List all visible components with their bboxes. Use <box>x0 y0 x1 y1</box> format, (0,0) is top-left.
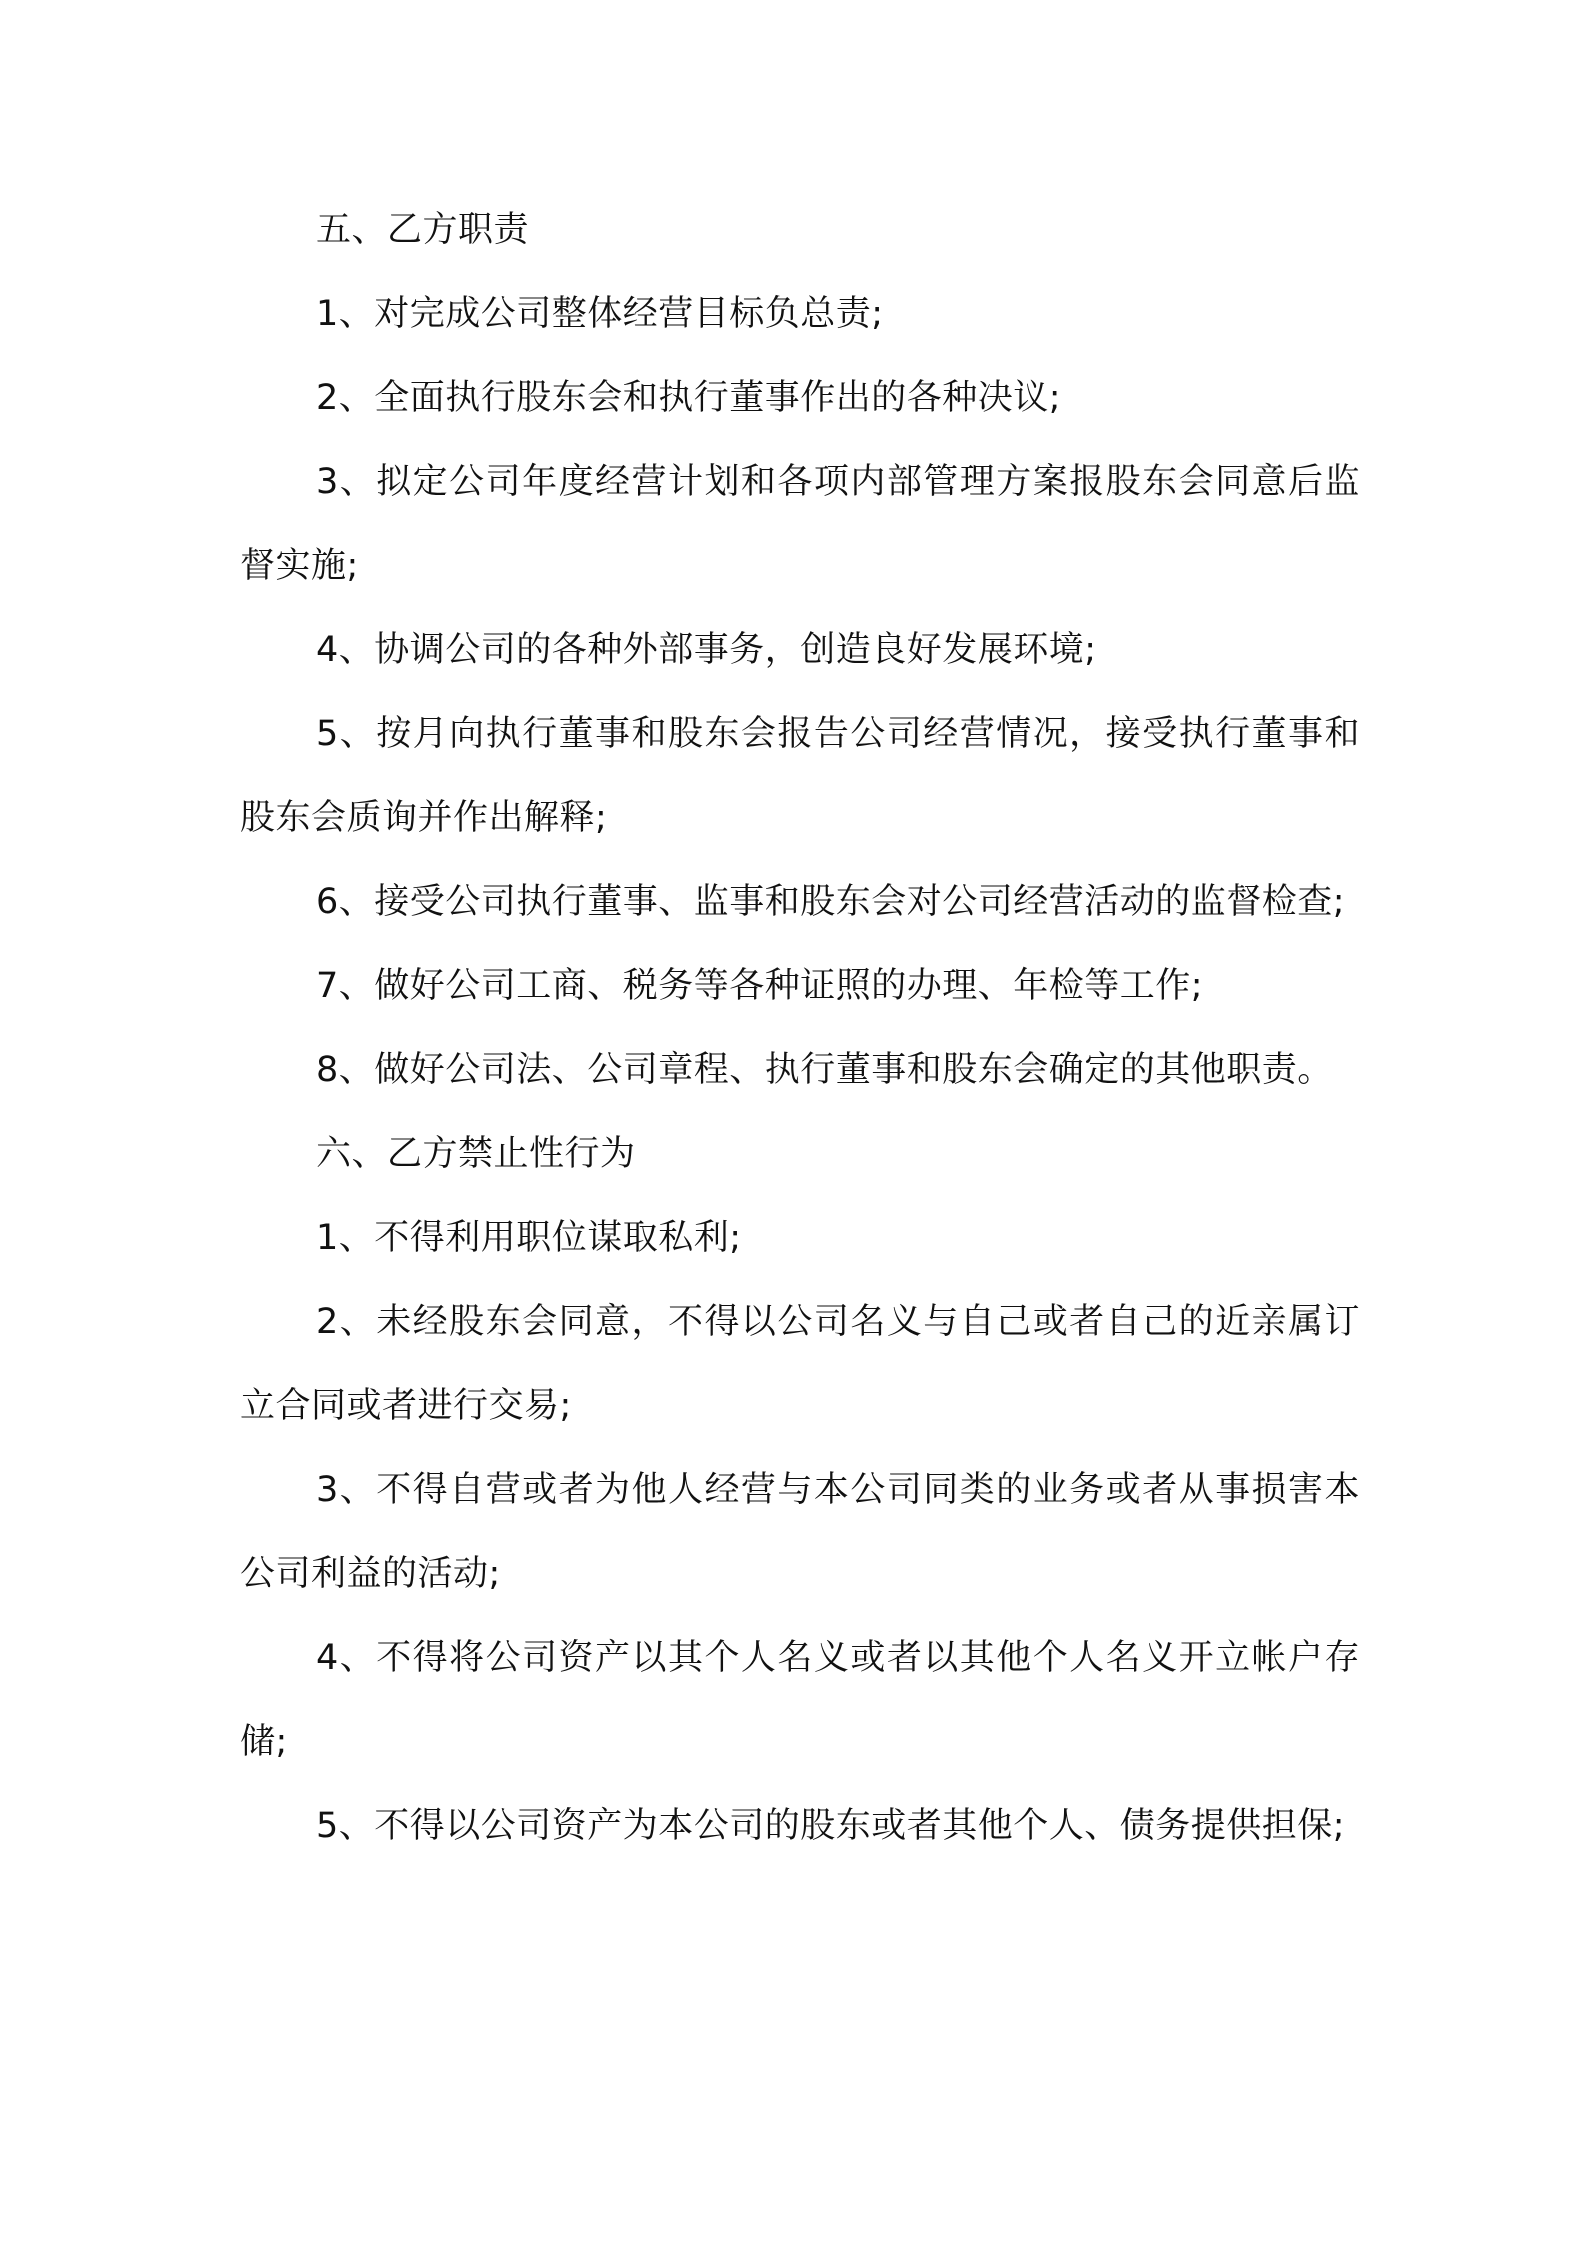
paragraph: 1、对完成公司整体经营目标负总责; <box>316 294 884 334</box>
paragraph: 6、接受公司执行董事、监事和股东会对公司经营活动的监督检查; <box>316 882 1346 922</box>
paragraph: 2、未经股东会同意，不得以公司名义与自己或者自己的近亲属订立合同或者进行交易; <box>240 1302 1360 1426</box>
paragraph: 4、协调公司的各种外部事务，创造良好发展环境; <box>316 630 1097 670</box>
paragraph: 3、拟定公司年度经营计划和各项内部管理方案报股东会同意后监督实施; <box>240 462 1360 586</box>
section-heading-5: 五、乙方职责 <box>316 210 530 250</box>
paragraph: 7、做好公司工商、税务等各种证照的办理、年检等工作; <box>316 966 1204 1006</box>
paragraph: 5、按月向执行董事和股东会报告公司经营情况，接受执行董事和股东会质询并作出解释; <box>240 714 1360 838</box>
paragraph: 8、做好公司法、公司章程、执行董事和股东会确定的其他职责。 <box>316 1050 1333 1090</box>
paragraph: 2、全面执行股东会和执行董事作出的各种决议; <box>316 378 1062 418</box>
paragraph: 1、不得利用职位谋取私利; <box>316 1218 742 1258</box>
paragraph: 3、不得自营或者为他人经营与本公司同类的业务或者从事损害本公司利益的活动; <box>240 1470 1360 1594</box>
section-heading-6: 六、乙方禁止性行为 <box>316 1134 636 1174</box>
paragraph: 5、不得以公司资产为本公司的股东或者其他个人、债务提供担保; <box>316 1806 1346 1846</box>
document-body <box>240 188 1360 1868</box>
paragraph: 4、不得将公司资产以其个人名义或者以其他个人名义开立帐户存储; <box>240 1638 1360 1762</box>
